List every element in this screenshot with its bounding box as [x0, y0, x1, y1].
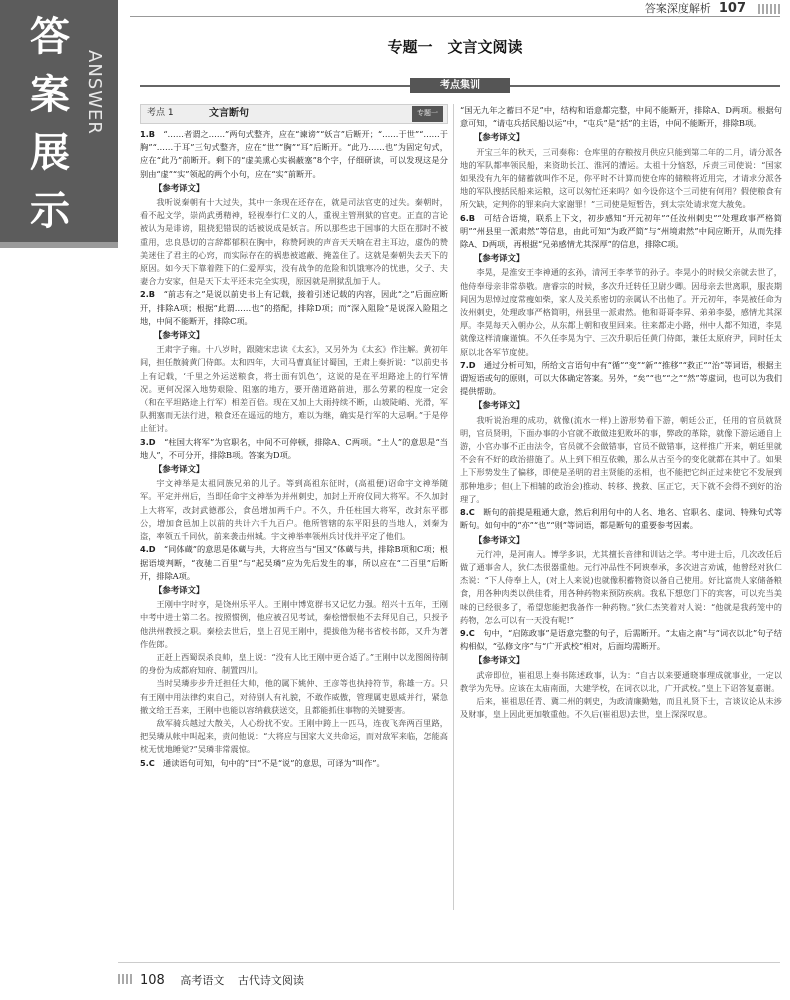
- translation-paragraph: 我听说治理的成功，就像(流水一样)上游形势看下游，朝廷公正，任用的官员就贤明，官员贤明，下面办事的小官就不敢做违犯败坏的事，弊政的革除，就像下游运通自上游，小官办事不正由法令，官员就不会做错事，官员不做错事，这样推广开来，朝廷里就不会有不好的政治措施了。从上到下相互依赖，那么从古至今的变化就都在其中了。如果上下形势发生了偏移，即使是圣明的君主贤能的丞相，也不能把它纠正过来使它不发展到那种地步；但(上下相辅的政治会)推动、转移、挽救、匡正它，天下就不会得不到好的治理了。: [460, 414, 782, 504]
- translation-paragraph: 李晃，是淮安王李神通的玄孙，清河王李孝节的孙子。李晃小的时候父亲就去世了，他侍奉母亲非常恭敬。唐睿宗的时候，多次升迁转任卫尉少卿。因母亲去世离职，服丧期间因为思悼过度常瘦如柴，家人及关系密切的亲属认不出他了。开元初年，李晃被任命为汝州刺史，处理政事严格简明，州县里一派肃然。他和哥哥李昇、弟弟李晏，感情尤其深厚。李晃每天入朝办公，从东都上朝和夜里回来。往来都走小路，州中人都不知道，李晃就像这样清廉谨慎。不久任李晃为宁、三次升职后任黄门侍郎，兼任太原府尹，同时任太原以北各军节度使。: [460, 267, 782, 357]
- translation-paragraph: 我听说秦朝有十大过失，其中一条现在还存在，就是司法官吏的过失。秦朝时，看不起文学，崇尚武勇精神，轻视奉行仁义的人，重视主管刑狱的官吏。正直的言论被认为是诽谤，阻挠犯错误的话被说成是妖言。所以那些忠于国事的大臣在那时不被重用，忠良恳切的言辞都郁积在胸中，称赞阿谀的声音天天响在君主耳边，虚伪的赞美迷住了君主的心窍，而实际存在的祸患被遮蔽、掩盖住了。这就是秦朝失去天下的原因。如今天下靠着陛下的仁爱厚实，没有战争的危险和饥饿寒冷的忧患，父子、夫妻合力安家，但是天下太平还未完全实现，原因就是刑狱乱加于人。: [140, 197, 448, 287]
- left-column: [140, 104, 448, 770]
- reference-translation-label: 【参考译文】: [474, 400, 525, 411]
- footer-subject: 高考语文: [180, 974, 225, 987]
- kp-label: 考点 1: [147, 108, 174, 119]
- kp-title: 文言断句: [209, 108, 249, 120]
- side-tab: [0, 0, 118, 242]
- header-rule: [130, 16, 780, 17]
- answer-item: [140, 543, 448, 583]
- banner-label: 考点集训: [410, 78, 510, 93]
- right-column: [460, 104, 782, 721]
- answer-item: [460, 212, 782, 252]
- header-label: 答案深度解析: [644, 2, 711, 15]
- answer-item: [460, 104, 782, 130]
- answer-number: 1.B: [140, 129, 156, 139]
- reference-translation-label: 【参考译文】: [474, 253, 525, 264]
- answer-explanation: 可结合语境，联系上下文，初步感知“开元初年”“任汝州刺史”“处理政事严格简明”“州县里一派肃然”等信息，由此可知“为政严简”与“州境肃然”中间应断开，从而先排除A、D两项，再根据“兄弟感情尤其深厚”的信息，排除C项。: [460, 212, 782, 250]
- translation-paragraph: 王肃字子雍。十八岁时，跟随宋忠读《太玄》，又另外为《太玄》作注解。黄初年间，担任散骑黄门侍郎。太和四年，大司马曹真征讨蜀国，王肃上奏折说：“以前史书上有记载，‘千里之外运送粮食，将士面有饥色’，这说的是在平坦路途上的行军情况。更何况深入地势艰险、阻塞的地方，要开凿道路前进，那么劳累的程度一定会（和在平坦路途上行军）相差百倍。现在又加上大雨持续不断，山坡陡峭、光滑，军队拥塞而无法行进，粮食还在遥远的地方，难以为继，确实是行军的大忌啊。”于是停止征讨。: [140, 344, 448, 434]
- answer-item: [460, 627, 782, 653]
- answer-item: [140, 288, 448, 328]
- running-header: [645, 0, 746, 16]
- reference-translation-label: 【参考译文】: [154, 464, 205, 475]
- answer-item: [460, 359, 782, 399]
- reference-translation-label: 【参考译文】: [154, 330, 205, 341]
- side-stripe: [0, 242, 118, 248]
- translation-paragraph: 后来，崔祖思任青、冀二州的刺史，为政清廉勤勉，而且礼贤下士，言谈议论从未涉及财事，皇上因此更加敬重他。不久后(崔祖思)去世，皇上深深叹息。: [460, 695, 782, 720]
- answer-item: [140, 757, 448, 770]
- answer-item: [460, 506, 782, 532]
- answer-number: 9.C: [460, 627, 475, 638]
- answer-explanation: “……者谓之……”两句式整齐，应在“谏谤”“妖言”后断开；“……于世”“……于胸”“……于耳”三句式整齐，应在“世”“胸”“耳”后断开。“此乃……也”为固定句式，应在“此乃”前断开。剩下的“虚美熏心实祸蔽塞”8个字，仔细研读，可以发现这是分别由“虚”“实”领起的两个小句，应在“实”前断开。: [140, 129, 448, 179]
- translation-paragraph: 王刚中字时亨，是饶州乐平人。王刚中博览群书又记忆力强。绍兴十五年，王刚中考中进士第二名。按照惯例，他应被召见考试，秦桧憎恨他不去拜见自己，只授予他洪州教授之职。秦桧去世后，皇上召见王刚中，提拔他为秘书省校书郎，又升为著作佐郎。: [140, 599, 448, 649]
- footer-dots: [118, 974, 132, 984]
- right-content: [460, 104, 782, 721]
- translation-paragraph: 武帝即位，崔祖思上奏书陈述政事，认为：“自古以来要通晓事理成就事业，一定以教学为先导。应该在太庙南面，大建学校，在词衣以北，广开武校。”皇上下诏答复嘉谢。: [460, 669, 782, 693]
- translation-paragraph: 元行冲，是河南人。博学多识，尤其擅长音律和训诂之学。考中进士后，几次改任后做了通事舍人，狄仁杰很器重他。元行冲品性不阿谀奉承，多次进言劝诚，他曾经对狄仁杰说：“下人侍奉上人，(对上人来说)也就像积蓄物资以备自己使用。好比富贵人家储备粮食，用各种肉类以供佳肴，用各种药物来预防疾病。我私下想您门下的宾客，可以充当美味的已经很多了，希望您能把我备作一种药物。”狄仁杰笑着对人说：“他就是我药笼中的药物，怎么可以有一天没有呢!”: [460, 548, 782, 625]
- answer-number: 3.D: [140, 436, 156, 447]
- kp-tag: 专题一: [412, 106, 443, 121]
- reference-translation-label: 【参考译文】: [474, 132, 525, 143]
- answer-number: 4.D: [140, 544, 156, 555]
- answer-number: 8.C: [460, 507, 475, 518]
- answer-item: [140, 436, 448, 462]
- header-dots: [758, 4, 782, 14]
- left-content: [140, 128, 448, 770]
- answer-explanation: 通读语句可知，句中的“曰”不是“说”的意思，可译为“叫作”。: [163, 757, 385, 768]
- answer-explanation: “国无九年之蓄曰不足”中，结构和语意都完整，中间不能断开，排除A、D两项。根据句意可知，“请屯兵括民船以运”中，“屯兵”是“括”的主语，中间不能断开，排除B项。: [460, 105, 782, 129]
- knowledge-point-header: [140, 104, 448, 124]
- column-divider: [453, 104, 454, 910]
- answer-explanation: “同体蔵”的意思是体蔵与共，大将应当与“国又”体蔵与共，排除B项和C项；根据语境判断，“夜驰二百里”与“起吴璘”应为先后发生的事，所以应在“二百里”后断开，排除A项。: [140, 544, 448, 581]
- answer-explanation: “前志有之”是说以前史书上有记载，接着引述记载的内容，因此“之”后面应断开，排除A项；根据“此谓……也”的搭配，排除D项；而“深入阻险”是说深入险阻之地，中间不能断开，排除C项。: [140, 289, 448, 326]
- reference-translation-label: 【参考译文】: [154, 584, 205, 595]
- answer-number: 6.B: [460, 212, 476, 223]
- reference-translation-label: 【参考译文】: [474, 655, 525, 666]
- footer: [140, 972, 304, 988]
- answer-explanation: “柱国大将军”为官职名，中间不可停顿，排除A、C两项。“土人”的意思是“当地人”，不可分开，排除B项。答案为D项。: [140, 436, 448, 460]
- answer-item: [140, 128, 448, 181]
- answer-explanation: 断句的前提是粗通大意，然后利用句中的人名、地名、官职名、虚词、特殊句式等断句。如句中的“亦”“也”“则”等词语，都是断句的重要参考因素。: [460, 507, 782, 531]
- footer-section: 古代诗文阅读: [237, 974, 304, 987]
- answer-explanation: 句中，“启陈政事”是语意完整的句子，后需断开。“太庙之南”与“词衣以北”句子结构相似，“弘修文序”与“广开武校”相对，后面均需断开。: [460, 627, 782, 652]
- answer-number: 7.D: [460, 359, 476, 370]
- translation-paragraph: 当时吴璘步步升迁担任大帅，他的属下姚仲、王彦等也执持符节，称雄一方。只有王刚中用法律约束自己，对待别人有礼貌，不敢作威傲，管理属吏恩威并行，紧急撤文给王吾来，王刚中也能以容纳截获送交，且都能抓住事物的关键要害。: [140, 678, 448, 715]
- translation-paragraph: 正赶上西蜀误杀良帅，皇上说：“没有人比王刚中更合适了。”王刚中以龙图阁待制的身份为成都府知府、制置四川。: [140, 651, 448, 676]
- header-page-number: 107: [718, 1, 746, 16]
- translation-paragraph: 开宝三年的秋天，三司奏称：仓库里的存粮按月供应只能到第二年的二月，请分派各地的军队都率领民船，来资助长江、淮河的漕运。太祖十分恼怒，斥责三司使说：“国家如果没有九年的储蓄就叫作不足，你平时不计算而使仓库的储粮将近用完，才请求分派各地的军队搜括民船来运粮，这可以匆忙还来吗？如今设你这个三司使有何用？假使粮食有所欠缺，定判你的罪来向大家谢罪！”三司使是短暂告，到太宗处请求宽大赦免。: [460, 146, 782, 210]
- answer-number: 2.B: [140, 289, 156, 300]
- translation-paragraph: 宇文神举是太祖同族兄弟的儿子。等到高祖东征时，(高祖便)诏命宇文神举随军。平定并州后，当即任命宇文神举为并州刺史，加封上开府仪同大将军。不久加封上大将军，改封武德郡公，食邑增加两千户。不久，升任柱国大将军，改封东平郡公，增加食邑加上以前的共计六千九百户。他所管辖的东平阳县的当地人，刘秦为盗，率领五千同伙，前来袭击州城。宇文神举率领州兵讨伐并平定了他们。: [140, 478, 448, 542]
- translation-paragraph: 敌军骑兵越过大散关，人心纷扰不安。王刚中跨上一匹马，连夜飞奔两百里路，把吴璘从帐中叫起来，责问他说：“大将应与国家大义共命运，而对敌军来临，怎能高枕无忧地睡觉?”吴璘非常震惊。: [140, 717, 448, 755]
- reference-translation-label: 【参考译文】: [474, 534, 525, 545]
- page-title: 专题一 文言文阅读: [387, 38, 523, 56]
- section-banner: [140, 78, 780, 92]
- answer-explanation: 通过分析可知，所给文言语句中有“循”“变”“新”“推移”“救正”“治”等词语，根据主谓短语或句的原则，可以大体确定答案。另外，“矣”“也”“之”“然”等虚词，也可以为我们提供帮助。: [460, 359, 782, 397]
- answer-number: 5.C: [140, 757, 155, 768]
- footer-page-number: 108: [140, 973, 165, 988]
- footer-rule: [118, 962, 780, 963]
- side-english: ANSWER: [84, 50, 105, 135]
- side-title: 答案展示: [30, 14, 70, 234]
- reference-translation-label: 【参考译文】: [154, 182, 205, 193]
